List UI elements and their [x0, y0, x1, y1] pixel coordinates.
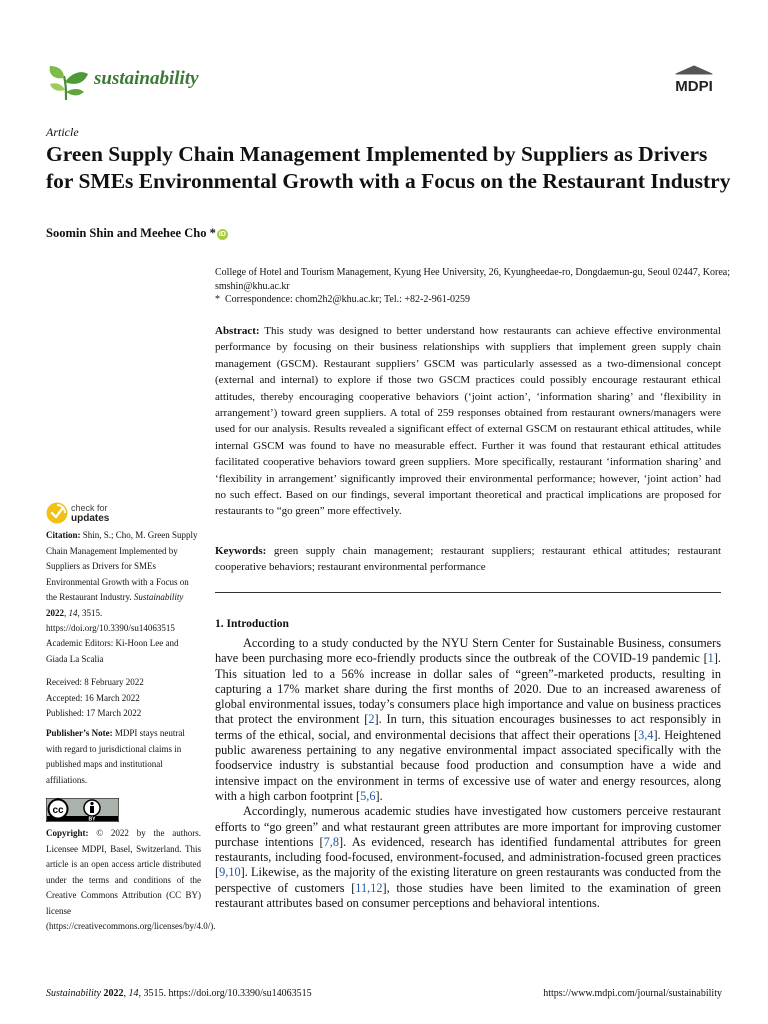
publisher-note-text: MDPI stays neutral with regard to jurisdictional claims in published maps and institutional affiliations.: [46, 728, 185, 785]
citation-volume: 14: [68, 607, 78, 618]
correspondence-text: Correspondence: chom2h2@khu.ac.kr; Tel.: +82-2-961-0259: [225, 294, 471, 305]
citation-doi[interactable]: , 3515. https://doi.org/10.3390/su14063515: [46, 607, 175, 633]
cc-by-label: BY: [88, 816, 96, 822]
citation-label: Citation:: [46, 530, 81, 540]
reference-link[interactable]: 5,6: [360, 788, 376, 803]
mdpi-logo-text: MDPI: [675, 78, 713, 95]
correspondence-mark: *: [215, 294, 220, 305]
abstract-text: This study was designed to better understand how restaurants can achieve effective environmental performance by focusing on their business relationships with suppliers that implement green supply chain management (GSCM). Restaurant suppliers’ GSCM was particularly assessed as a two-dimensional concept (external and internal) to explore if those two GSCM practices could possibly encourage restaurant ethical attitudes, thereby encouraging cooperative behaviors (‘joint action’, ‘information sharing’ and ‘flexibility in arrangement’) toward green suppliers. A total of 259 responses obtained from restaurant owners/managers were used for our analysis. Results revealed a significant effect of external GSCM on restaurant ethical attitudes, while internal GSCM was found to have no measurable effect. Further it was found that restaurant ethical attitudes facilitated cooperative behaviors toward green suppliers. More specifically, restaurant ‘information sharing’ and ‘flexibility in arrangement’ significantly improved their environmental performance; however, ‘joint action’ had no such effect. Based on our findings, several important theoretical and practical implications are proposed for restaurants to “go green” more effectively.: [215, 325, 721, 518]
cc-by-license-icon[interactable]: [46, 798, 119, 822]
citation-block: Citation: Shin, S.; Cho, M. Green Supply Chain Management Implemented by Suppliers as Drivers for SMEs Environmental Growth with a Focus on the Restaurant Industry. Sustainability 2022, 14, 3515. https://doi.org/10.3390/su14063515: [46, 530, 198, 633]
journal-name: sustainability: [94, 68, 199, 89]
introduction-body: [215, 636, 721, 911]
copyright-block: [46, 826, 216, 935]
citation-journal: Sustainability: [133, 592, 184, 602]
check-updates-icon: [46, 502, 68, 524]
copyright-text: © 2022 by the authors. Licensee MDPI, Basel, Switzerland. This article is an open access article distributed under the terms and conditions of the Creative Commons Attribution (CC BY) license (https://creativecommons.org/licenses/by/4.0/).: [46, 828, 216, 931]
footer-year: 2022: [103, 988, 124, 999]
abstract: [215, 323, 721, 520]
reference-link[interactable]: 11,12: [355, 880, 383, 895]
publisher-note: [46, 726, 201, 788]
orcid-icon[interactable]: iD: [218, 231, 226, 238]
text-run: ].: [375, 788, 383, 803]
mdpi-logo: [668, 64, 720, 98]
footer-volume: 14: [128, 988, 139, 999]
section-divider: [215, 592, 721, 593]
abstract-label: Abstract:: [215, 325, 260, 337]
text-run: According to a study conducted by the NYU Stern Center for Sustainable Business, consumers have been purchasing more eco-friendly products since the outbreak of the COVID-19 pandemic [: [215, 636, 721, 666]
text-run: ]. As evidenced, research has identified fundamental attributes for green restaurants, including food-focused, environment-focused, and administration-focused green practices [: [215, 834, 722, 880]
copyright-label: Copyright:: [46, 828, 89, 838]
keywords-text: green supply chain management; restaurant suppliers; restaurant ethical attitudes; restaurant cooperative behaviors; restaurant environmental performance: [215, 545, 721, 574]
correspondence: [215, 293, 730, 307]
text-run: Accordingly, numerous academic studies have investigated how customers perceive restaurant efforts to “go green” and what restaurant green attributes are more important for improving customer purchase intentions [: [215, 804, 721, 849]
affiliation: [215, 266, 730, 307]
keywords: [215, 543, 721, 576]
journal-header: [46, 62, 726, 102]
check-for-updates-badge[interactable]: [46, 502, 156, 528]
received-date: Received: 8 February 2022: [46, 677, 144, 687]
svg-text:cc: cc: [52, 805, 64, 816]
footer-citation: Sustainability 2022, 14, 3515. https://doi.org/10.3390/su14063515: [46, 988, 312, 999]
footer-doi[interactable]: , 3515. https://doi.org/10.3390/su14063515: [138, 988, 312, 999]
reference-link[interactable]: 2: [368, 712, 375, 727]
authors: [46, 226, 228, 241]
published-date: Published: 17 March 2022: [46, 708, 142, 718]
accepted-date: Accepted: 16 March 2022: [46, 692, 140, 703]
check-updates-line2: updates: [71, 512, 110, 524]
affiliation-line: College of Hotel and Tourism Management, Kyung Hee University, 26, Kyungheedae-ro, Dongdaemun-gu, Seoul 02447, Korea; smshin@khu.ac.kr: [215, 267, 731, 292]
reference-link[interactable]: 9,10: [219, 865, 241, 880]
citation-text: Shin, S.; Cho, M. Green Supply Chain Management Implemented by Suppliers as Drivers for SMEs Environmental Growth with a Focus on the Restaurant Industry.: [46, 530, 198, 602]
author-names: Soomin Shin and Meehee Cho *: [46, 226, 216, 240]
footer-journal-url[interactable]: https://www.mdpi.com/journal/sustainability: [543, 988, 722, 999]
dates-block: [46, 675, 201, 722]
reference-link[interactable]: 1: [707, 651, 714, 666]
check-updates-text: [71, 504, 109, 523]
introduction-paragraph-2: [215, 804, 721, 911]
publisher-note-label: Publisher’s Note:: [46, 728, 113, 738]
text-run: ]. This situation led to a 56% increase in dollar sales of “green”-marketed products, resulting in capturing a 17% market share during the first months of 2020. Due to an increased awareness of global environmental issues, today’s consumers place high importance and value on business practices that protect the environment [: [215, 651, 721, 727]
article-type: Article: [46, 125, 79, 139]
academic-editors: Academic Editors: Ki-Hoon Lee and Giada La Scalia: [46, 638, 179, 664]
reference-link[interactable]: 3,4: [638, 727, 654, 742]
text-run: ]. In turn, this situation encourages businesses to act responsibly in terms of the ethical, social, and environmental decisions that affect their operations [: [215, 712, 722, 742]
introduction-paragraph-1: [215, 636, 721, 804]
footer-journal: Sustainability: [46, 988, 101, 999]
sustainability-leaf-icon: [46, 62, 90, 102]
citation-year: 2022: [46, 607, 64, 618]
article-title: Green Supply Chain Management Implemented by Suppliers as Drivers for SMEs Environmental Growth with a Focus on the Restaurant Industry: [46, 142, 731, 193]
text-run: ], those studies have been limited to the examination of green restaurant attributes based on consumer perceptions and behavioral intentions.: [215, 880, 721, 911]
reference-link[interactable]: 7,8: [323, 834, 340, 849]
check-updates-line1: check for: [71, 503, 108, 513]
text-run: ]. Likewise, as the majority of the existing literature on green restaurants was conducted from the perspective of customers [: [215, 865, 721, 895]
text-run: ]. Heightened public awareness pertaining to any negative environmental impact associated specifically with the foodservice industry is substantial because food production and consumption have a wide and intensive impact on the environment in terms of excessive use of water and energy resources, along with a high carbon footprint [: [215, 727, 721, 803]
section-heading-introduction: 1. Introduction: [215, 618, 289, 630]
keywords-label: Keywords:: [215, 545, 267, 557]
